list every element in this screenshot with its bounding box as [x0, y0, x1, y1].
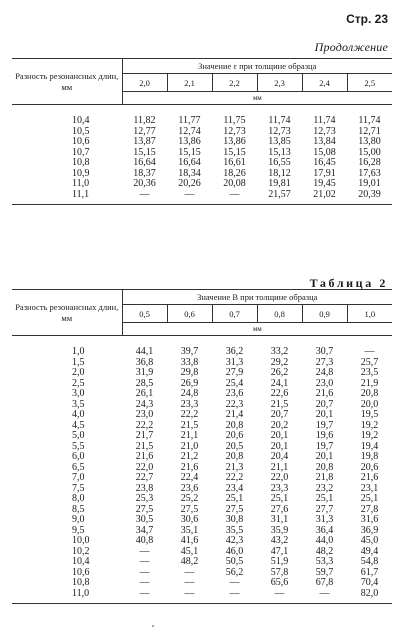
table-cell: 23,3	[270, 482, 289, 494]
table-row	[12, 442, 392, 453]
table-cell: 42,3	[225, 535, 244, 546]
table-cell: 19,2	[360, 430, 379, 441]
table-cell: —	[139, 545, 150, 557]
table-cell: 25,3	[135, 493, 154, 504]
table-cell: 20,36	[133, 178, 156, 189]
table-cell: 19,7	[315, 440, 334, 452]
column-header: 0,9	[302, 305, 347, 323]
table-cell: 23,5	[360, 367, 379, 378]
table-cell: 20,8	[225, 451, 244, 462]
row-label: 2,0	[72, 367, 85, 378]
table-cell: 20,1	[270, 440, 289, 452]
table-cell: 33,8	[180, 356, 199, 368]
table-cell: 15,15	[223, 146, 246, 158]
table-row	[12, 578, 392, 589]
table-cell: 34,7	[135, 524, 154, 536]
column-header: 0,5	[122, 305, 167, 323]
table-cell: 17,91	[313, 167, 336, 179]
table-cell: 13,84	[313, 136, 336, 147]
row-header: Разность резонансных длин, мм	[12, 290, 122, 336]
table-cell: 48,2	[180, 556, 199, 567]
table-cell: 11,82	[133, 115, 156, 126]
table-cell: 47,1	[270, 545, 289, 557]
table-row	[12, 473, 392, 484]
table-cell: 13,87	[133, 136, 156, 147]
table-2-body	[12, 347, 392, 599]
table-cell: 22,3	[225, 398, 244, 410]
table-cell: 20,26	[178, 178, 201, 189]
table-cell: 20,1	[315, 451, 334, 462]
table-cell: 28,5	[135, 377, 154, 389]
table-cell: 21,5	[180, 419, 199, 431]
table-cell: 26,2	[270, 367, 289, 378]
row-label: 10,6	[72, 136, 90, 147]
table-cell: 51,9	[270, 556, 289, 567]
table-cell: —	[229, 188, 240, 200]
table-cell: 18,26	[223, 167, 246, 179]
table-cell: 30,8	[225, 514, 244, 525]
table-row	[12, 494, 392, 505]
table-cell: 12,73	[313, 125, 336, 137]
table-cell: 19,6	[315, 430, 334, 441]
table-cell: 13,80	[358, 136, 381, 147]
continuation-label: Продолжение	[314, 40, 388, 54]
row-label: 9,5	[72, 524, 85, 536]
table-cell: 43,2	[270, 535, 289, 546]
table-cell: 20,6	[225, 430, 244, 441]
table-cell: 12,77	[133, 125, 156, 137]
table-cell: —	[274, 587, 285, 599]
table-row	[12, 116, 392, 127]
column-header: 2,4	[302, 74, 347, 92]
table-row	[12, 347, 392, 358]
table-cell: 21,9	[360, 377, 379, 389]
table-cell: 11,74	[358, 115, 381, 126]
table-cell: 31,3	[315, 514, 334, 525]
table-cell: 25,1	[360, 493, 379, 504]
table-cell: —	[139, 587, 150, 599]
row-label: 1,5	[72, 356, 85, 368]
table-row	[12, 410, 392, 421]
table-cell: —	[139, 566, 150, 578]
table-cell: 46,0	[225, 545, 244, 557]
table-row	[12, 557, 392, 568]
table-cell: 70,4	[360, 577, 379, 588]
column-header: 1,0	[347, 305, 392, 323]
table-cell: 25,1	[270, 493, 289, 504]
group-header: Значение B при толщине образца	[122, 290, 392, 305]
table-cell: 22,2	[135, 419, 154, 431]
row-label: 4,0	[72, 409, 85, 420]
table-cell: 20,8	[225, 419, 244, 431]
table-cell: 21,3	[225, 461, 244, 473]
table-cell: —	[184, 188, 195, 200]
table-cell: —	[184, 577, 195, 588]
table-cell: 20,8	[315, 461, 334, 473]
table-cell: 19,7	[315, 419, 334, 431]
row-label: 6,0	[72, 451, 85, 462]
column-header: 0,6	[167, 305, 212, 323]
row-label: 9,0	[72, 514, 85, 525]
table-cell: 20,1	[315, 409, 334, 420]
table-cell: 18,34	[178, 167, 201, 179]
table-cell: 20,7	[315, 398, 334, 410]
table-cell: 12,71	[358, 125, 381, 137]
row-label: 10,7	[72, 146, 90, 158]
table-cell: 24,8	[180, 388, 199, 399]
table-cell: 36,4	[315, 524, 334, 536]
table-cell: 15,13	[268, 146, 291, 158]
table-cell: 22,0	[270, 472, 289, 483]
table-cell: 24,3	[135, 398, 154, 410]
row-header: Разность резонансных длин, мм	[12, 59, 122, 105]
table-cell: 44,0	[315, 535, 334, 546]
table-cell: 67,8	[315, 577, 334, 588]
table-cell: —	[319, 587, 330, 599]
table-row	[12, 158, 392, 169]
row-label: 10,4	[72, 556, 90, 567]
column-header: 0,8	[257, 305, 302, 323]
table-cell: 61,7	[360, 566, 379, 578]
table-cell: 16,64	[178, 157, 201, 168]
table-row	[12, 452, 392, 463]
table-2-title: Таблица 2	[309, 276, 388, 290]
row-label: 2,5	[72, 377, 85, 389]
table-row	[12, 505, 392, 516]
table-cell: 11,74	[268, 115, 291, 126]
table-bottom-rule	[12, 204, 392, 205]
table-cell: 27,8	[360, 503, 379, 515]
table-cell: 21,6	[360, 472, 379, 483]
table-cell: 20,0	[360, 398, 379, 410]
table-cell: 20,4	[270, 451, 289, 462]
table-cell: 39,7	[180, 346, 199, 357]
table-cell: 12,73	[268, 125, 291, 137]
table-cell: 22,0	[135, 461, 154, 473]
group-header: Значение ε при толщине образца	[122, 59, 392, 74]
table-cell: 82,0	[360, 587, 379, 599]
table-cell: 19,01	[358, 178, 381, 189]
table-cell: 20,6	[360, 461, 379, 473]
table-cell: —	[184, 566, 195, 578]
table-cell: 22,2	[180, 409, 199, 420]
table-cell: 20,1	[270, 430, 289, 441]
row-label: 7,0	[72, 472, 85, 483]
table-cell: —	[229, 587, 240, 599]
row-label: 10,8	[72, 157, 90, 168]
table-cell: 23,8	[135, 482, 154, 494]
table-cell: 23,6	[225, 388, 244, 399]
table-cell: 21,5	[270, 398, 289, 410]
table-cell: 22,6	[270, 388, 289, 399]
table-row	[12, 379, 392, 390]
table-cell: 57,8	[270, 566, 289, 578]
table-cell: 45,0	[360, 535, 379, 546]
table-cell: 27,5	[180, 503, 199, 515]
row-label: 3,0	[72, 388, 85, 399]
table-row	[12, 389, 392, 400]
table-cell: 21,7	[135, 430, 154, 441]
table-row	[12, 589, 392, 600]
row-label: 10,9	[72, 167, 90, 179]
table-cell: 23,0	[315, 377, 334, 389]
table-cell: 23,4	[225, 482, 244, 494]
row-label: 10,0	[72, 535, 90, 546]
table-cell: 25,7	[360, 356, 379, 368]
table-row	[12, 421, 392, 432]
table-cell: 27,3	[315, 356, 334, 368]
table-cell: 27,5	[225, 503, 244, 515]
row-label: 10,8	[72, 577, 90, 588]
column-header: 2,1	[167, 74, 212, 92]
table-cell: 18,37	[133, 167, 156, 179]
table-cell: 23,3	[180, 398, 199, 410]
table-cell: 18,12	[268, 167, 291, 179]
table-bottom-rule	[12, 603, 392, 604]
column-header: 2,5	[347, 74, 392, 92]
table-1-body	[12, 116, 392, 200]
table-row	[12, 515, 392, 526]
table-cell: 20,8	[360, 388, 379, 399]
table-cell: 27,9	[225, 367, 244, 378]
table-cell: 17,63	[358, 167, 381, 179]
table-cell: 22,7	[135, 472, 154, 483]
table-cell: 11,77	[178, 115, 201, 126]
table-cell: 53,3	[315, 556, 334, 567]
row-label: 10,5	[72, 125, 90, 137]
row-label: 10,6	[72, 566, 90, 578]
table-cell: 36,8	[135, 356, 154, 368]
table-cell: 45,1	[180, 545, 199, 557]
table-cell: 29,2	[270, 356, 289, 368]
table-cell: 21,0	[180, 440, 199, 452]
table-cell: 31,3	[225, 356, 244, 368]
speck	[152, 625, 154, 627]
row-label: 11,0	[72, 587, 90, 599]
table-1	[12, 58, 392, 200]
row-label: 10,2	[72, 545, 90, 557]
table-cell: 20,08	[223, 178, 246, 189]
table-cell: 21,2	[180, 451, 199, 462]
table-cell: 24,1	[270, 377, 289, 389]
table-cell: 15,08	[313, 146, 336, 158]
table-cell: 21,8	[315, 472, 334, 483]
table-cell: 15,15	[133, 146, 156, 158]
table-cell: 15,00	[358, 146, 381, 158]
table-cell: —	[364, 346, 375, 357]
table-cell: 25,1	[315, 493, 334, 504]
table-cell: 41,6	[180, 535, 199, 546]
table-cell: 31,9	[135, 367, 154, 378]
table-cell: 19,4	[360, 440, 379, 452]
table-cell: 21,02	[313, 188, 336, 200]
table-2	[12, 289, 392, 599]
row-label: 11,1	[72, 188, 90, 200]
table-row	[12, 547, 392, 558]
table-row	[12, 358, 392, 369]
table-cell: 30,7	[315, 346, 334, 357]
table-cell: 21,4	[225, 409, 244, 420]
table-row	[12, 400, 392, 411]
page-number: Стр. 23	[346, 12, 388, 26]
table-cell: 24,8	[315, 367, 334, 378]
table-cell: 20,5	[225, 440, 244, 452]
table-cell: —	[139, 577, 150, 588]
table-row	[12, 179, 392, 190]
table-cell: 21,1	[270, 461, 289, 473]
column-header: 0,7	[212, 305, 257, 323]
table-cell: 35,9	[270, 524, 289, 536]
table-cell: 23,2	[315, 482, 334, 494]
row-label: 5,0	[72, 430, 85, 441]
table-cell: 12,73	[223, 125, 246, 137]
table-cell: 40,8	[135, 535, 154, 546]
table-cell: 23,6	[180, 482, 199, 494]
table-cell: —	[229, 577, 240, 588]
column-header: 2,0	[122, 74, 167, 92]
table-cell: —	[139, 556, 150, 567]
row-label: 1,0	[72, 346, 85, 357]
table-cell: 21,6	[135, 451, 154, 462]
row-label: 4,5	[72, 419, 85, 431]
table-cell: 31,6	[360, 514, 379, 525]
table-cell: 26,9	[180, 377, 199, 389]
table-cell: 19,45	[313, 178, 336, 189]
table-cell: 16,28	[358, 157, 381, 168]
row-label: 3,5	[72, 398, 85, 410]
table-cell: —	[184, 587, 195, 599]
table-cell: 22,2	[225, 472, 244, 483]
table-row	[12, 568, 392, 579]
table-cell: 20,7	[270, 409, 289, 420]
table-cell: 36,2	[225, 346, 244, 357]
table-row	[12, 368, 392, 379]
units-label: мм	[122, 323, 392, 336]
table-cell: 13,86	[178, 136, 201, 147]
table-cell: 25,4	[225, 377, 244, 389]
table-cell: 31,1	[270, 514, 289, 525]
table-cell: 26,1	[135, 388, 154, 399]
table-row	[12, 536, 392, 547]
row-label: 10,4	[72, 115, 90, 126]
table-cell: 13,86	[223, 136, 246, 147]
table-cell: 22,4	[180, 472, 199, 483]
table-cell: 21,57	[268, 188, 291, 200]
table-cell: 23,0	[135, 409, 154, 420]
table-cell: 11,75	[223, 115, 246, 126]
table-row	[12, 431, 392, 442]
table-cell: 11,74	[313, 115, 336, 126]
table-cell: 30,6	[180, 514, 199, 525]
table-cell: 50,5	[225, 556, 244, 567]
table-cell: 29,8	[180, 367, 199, 378]
table-row	[12, 526, 392, 537]
table-cell: 25,1	[225, 493, 244, 504]
row-label: 8,5	[72, 503, 85, 515]
table-cell: 21,5	[135, 440, 154, 452]
table-cell: 23,1	[360, 482, 379, 494]
row-label: 8,0	[72, 493, 85, 504]
table-cell: 27,7	[315, 503, 334, 515]
row-label: 6,5	[72, 461, 85, 473]
table-row	[12, 484, 392, 495]
table-cell: 21,6	[315, 388, 334, 399]
table-cell: 27,6	[270, 503, 289, 515]
table-cell: 48,2	[315, 545, 334, 557]
table-cell: 30,5	[135, 514, 154, 525]
column-header: 2,3	[257, 74, 302, 92]
table-cell: 19,2	[360, 419, 379, 431]
table-cell: 27,5	[135, 503, 154, 515]
table-cell: 16,55	[268, 157, 291, 168]
table-cell: 35,5	[225, 524, 244, 536]
table-row	[12, 190, 392, 201]
table-cell: 33,2	[270, 346, 289, 357]
table-cell: 25,2	[180, 493, 199, 504]
table-cell: 20,2	[270, 419, 289, 431]
table-cell: 36,9	[360, 524, 379, 536]
table-cell: 20,39	[358, 188, 381, 200]
row-label: 11,0	[72, 178, 90, 189]
row-label: 5,5	[72, 440, 85, 452]
table-row	[12, 463, 392, 474]
table-cell: 12,74	[178, 125, 201, 137]
table-cell: 19,5	[360, 409, 379, 420]
units-label: мм	[122, 92, 392, 105]
table-cell: 54,8	[360, 556, 379, 567]
table-cell: 19,8	[360, 451, 379, 462]
table-cell: 56,2	[225, 566, 244, 578]
table-cell: 16,61	[223, 157, 246, 168]
table-cell: 65,6	[270, 577, 289, 588]
table-cell: 16,64	[133, 157, 156, 168]
table-cell: 44,1	[135, 346, 154, 357]
table-cell: 35,1	[180, 524, 199, 536]
table-cell: 13,85	[268, 136, 291, 147]
column-header: 2,2	[212, 74, 257, 92]
table-cell: 21,6	[180, 461, 199, 473]
table-cell: —	[139, 188, 150, 200]
table-cell: 19,81	[268, 178, 291, 189]
table-cell: 15,15	[178, 146, 201, 158]
table-row	[12, 137, 392, 148]
table-cell: 16,45	[313, 157, 336, 168]
table-cell: 59,7	[315, 566, 334, 578]
table-cell: 21,1	[180, 430, 199, 441]
row-label: 7,5	[72, 482, 85, 494]
table-cell: 49,4	[360, 545, 379, 557]
